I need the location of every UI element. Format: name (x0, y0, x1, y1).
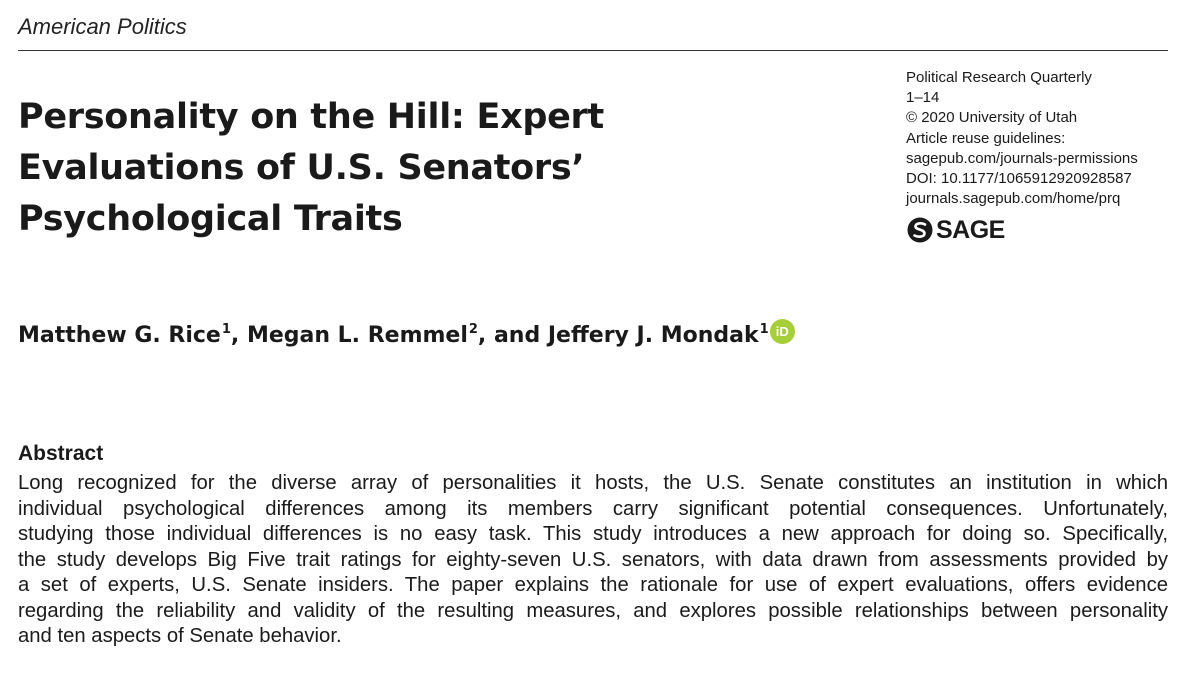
journal-name: Political Research Quarterly (906, 69, 1092, 86)
orcid-icon[interactable]: iD (770, 319, 795, 344)
author-name: Matthew G. Rice (18, 323, 221, 348)
paper-title (18, 92, 738, 245)
author-separator: , and (477, 323, 548, 348)
author-name: Jeffery J. Mondak (547, 323, 759, 348)
abstract-line: the study develops Big Five trait ratings for eighty-seven U.S. senators, with data drawn from assessments provided by (18, 548, 1168, 571)
author-affiliation: 2 (468, 322, 478, 337)
title-line: Evaluations of U.S. Senators’ (18, 148, 585, 188)
abstract-line: a set of experts, U.S. Senate insiders. The paper explains the rationale for use of expert evaluations, offers evidence (18, 574, 1168, 596)
title-line: Psychological Traits (18, 199, 403, 239)
author-affiliation: 1 (221, 322, 231, 337)
author-list (18, 319, 795, 348)
abstract-line: regarding the reliability and validity of the resulting measures, and explores possible relationships between personality (18, 599, 1168, 622)
doi[interactable]: DOI: 10.1177/1065912920928587 (906, 170, 1132, 188)
abstract-line: Long recognized for the diverse array of personalities it hosts, the U.S. Senate constitutes an institution in which (18, 472, 1168, 494)
sage-logo (906, 216, 1005, 244)
permissions-link[interactable]: sagepub.com/journals-permissions (906, 149, 1138, 167)
journal-info (906, 68, 1176, 209)
abstract-heading: Abstract (18, 442, 104, 465)
sage-swirl-icon (906, 216, 934, 244)
journal-homepage-link[interactable]: journals.sagepub.com/home/prq (906, 190, 1121, 208)
page-range: 1–14 (906, 89, 940, 107)
abstract-line: and ten aspects of Senate behavior. (18, 625, 342, 647)
author-separator: , (230, 323, 247, 348)
abstract-line: studying those individual differences is no easy task. This study introduces a new approach for doing so. Specifically, (18, 523, 1168, 545)
abstract-body (18, 471, 1168, 650)
author-name: Megan L. Remmel (246, 323, 468, 348)
abstract-line: individual psychological differences among its members carry significant potential consequences. Unfortunately, (18, 497, 1168, 520)
copyright: © 2020 University of Utah (906, 109, 1078, 127)
reuse-guidelines-label: Article reuse guidelines: (906, 129, 1066, 147)
header-rule (18, 50, 1168, 51)
section-label: American Politics (18, 14, 187, 39)
author-affiliation: 1 (759, 322, 769, 337)
sage-wordmark: SAGE (936, 216, 1005, 244)
title-line: Personality on the Hill: Expert (18, 97, 604, 137)
